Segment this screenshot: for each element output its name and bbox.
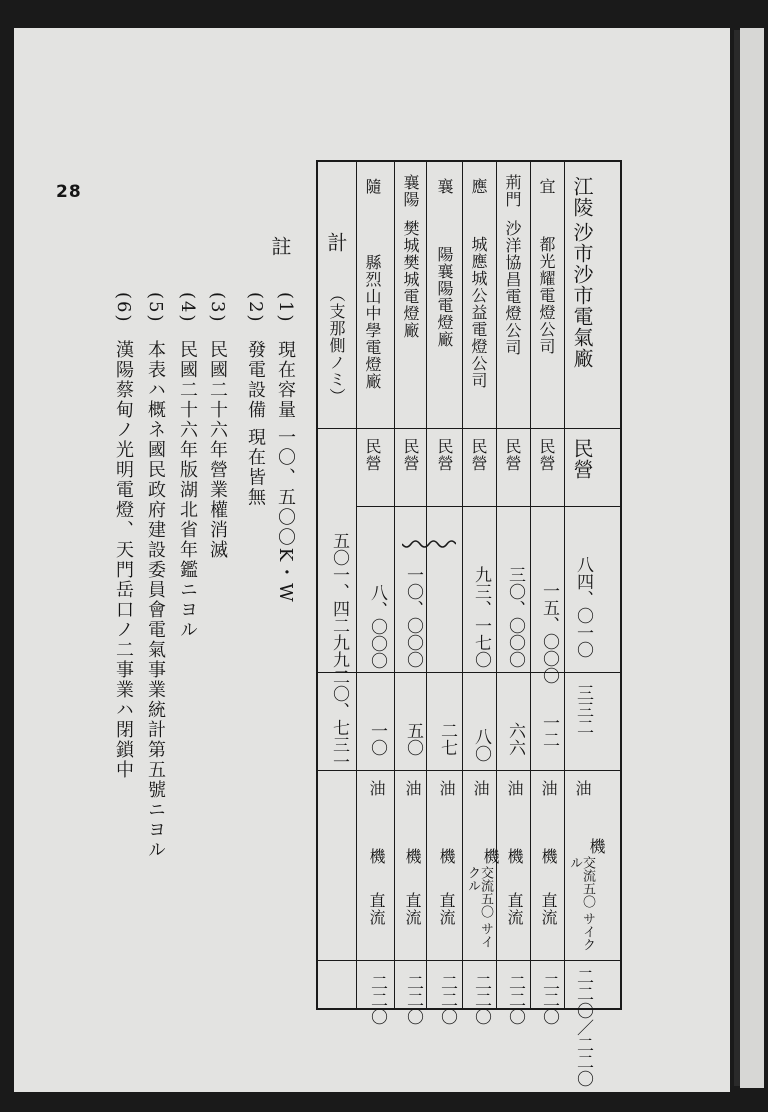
- row-6-engine: 機: [403, 848, 422, 865]
- row-4-name: 城應城公益電燈公司: [469, 236, 488, 389]
- row-4-current: 交流五〇 サイクル: [465, 866, 493, 949]
- row-3-engine: 機: [505, 848, 524, 865]
- electric-utilities-table: [316, 160, 622, 1087]
- row-7-type: 民營: [363, 438, 382, 472]
- note-5-number: (5): [145, 292, 166, 324]
- row-5-voltage: 二二〇: [437, 974, 457, 1025]
- row-1-fuel: 油: [573, 780, 592, 797]
- row-4-fuel: 油: [471, 780, 490, 797]
- note-1-number: (1): [275, 292, 296, 324]
- row-3-fuel: 油: [505, 780, 524, 797]
- field-divider: [318, 770, 620, 771]
- row-4-voltage: 二二〇: [471, 974, 491, 1025]
- row-2-type: 民營: [537, 438, 556, 472]
- row-2-engine: 機: [539, 848, 558, 865]
- row-1-current: 交流五〇 サイクル: [567, 856, 595, 952]
- row-3-type: 民營: [503, 438, 522, 472]
- row-3-voltage: 二二〇: [505, 974, 525, 1025]
- row-5-current: 直流: [437, 892, 456, 926]
- total-capital: 五〇一、四二九九: [329, 532, 349, 668]
- row-2-voltage: 二二〇: [539, 974, 559, 1025]
- row-2-county: 宜: [537, 178, 556, 195]
- row-3-current: 直流: [505, 892, 524, 926]
- row-1-voltage: 二二〇／二二〇: [573, 968, 593, 1087]
- total-label: 計: [324, 232, 348, 253]
- note-4-number: (4): [177, 292, 198, 324]
- row-divider: [426, 162, 427, 1008]
- row-7-engine: 機: [367, 848, 386, 865]
- page-number: 28: [56, 182, 82, 202]
- row-3-name: 沙洋協昌電燈公司: [503, 220, 522, 356]
- row-6-name: 樊城樊城電燈廠: [401, 220, 420, 339]
- row-6-capacity: 五〇: [403, 722, 423, 756]
- row-4-capital: 九三、一七〇: [471, 566, 491, 668]
- row-7-voltage: 二二〇: [367, 974, 387, 1025]
- field-divider: [318, 672, 620, 673]
- note-2-number: (2): [245, 292, 266, 324]
- row-6-fuel: 油: [403, 780, 422, 797]
- adjacent-page-edge: [740, 28, 764, 1088]
- row-divider: [530, 162, 531, 1008]
- row-6-current: 直流: [403, 892, 422, 926]
- row-4-engine: 機: [481, 848, 500, 865]
- field-divider: [318, 428, 620, 429]
- row-6-capital: 一〇、〇〇〇: [403, 566, 423, 668]
- row-6-voltage: 二二〇: [403, 974, 423, 1025]
- row-1-type: 民營: [570, 438, 594, 480]
- row-divider: [496, 162, 497, 1008]
- row-5-type: 民營: [435, 438, 454, 472]
- row-6-county: 襄陽: [401, 174, 420, 208]
- row-1-engine: 機: [587, 838, 606, 855]
- note-2-text: 發電設備 現在皆無: [245, 340, 266, 508]
- row-2-capital: 一五、〇〇〇: [539, 582, 559, 684]
- row-7-name: 縣烈山中學電燈廠: [363, 254, 382, 390]
- total-note: （支那側ノミ）: [327, 286, 346, 405]
- field-divider: [318, 960, 620, 961]
- notes-title: 註: [268, 236, 292, 260]
- row-divider: [462, 162, 463, 1008]
- row-2-capacity: 一二: [539, 714, 559, 748]
- row-4-type: 民營: [469, 438, 488, 472]
- row-divider: [356, 162, 357, 1008]
- row-divider: [564, 162, 565, 1008]
- note-6-text: 漢陽蔡甸ノ光明電燈、天門岳口ノ二事業ハ閉鎖中: [113, 340, 134, 780]
- row-2-fuel: 油: [539, 780, 558, 797]
- row-3-county: 荊門: [503, 174, 522, 208]
- row-4-capacity: 八〇: [471, 728, 491, 762]
- row-1-capacity: 三三二: [573, 684, 593, 735]
- note-3-number: (3): [207, 292, 228, 324]
- row-4-county: 應: [469, 178, 488, 195]
- row-5-engine: 機: [437, 848, 456, 865]
- note-5-text: 本表ハ概ネ國民政府建設委員會電氣事業統計第五號ニヨル: [145, 340, 166, 860]
- row-3-capital: 三〇、〇〇〇: [505, 566, 525, 668]
- note-1-text: 現在容量 一〇、五〇〇K・W: [275, 340, 296, 604]
- row-7-current: 直流: [367, 892, 386, 926]
- row-5-county: 襄: [435, 178, 454, 195]
- row-7-capital: 八、〇〇〇: [367, 584, 387, 669]
- row-1-county: 江陵: [570, 176, 594, 218]
- row-divider: [394, 162, 395, 1008]
- row-5-capacity: 二七: [437, 722, 457, 756]
- row-7-fuel: 油: [367, 780, 386, 797]
- note-3-text: 民國二十六年營業權消滅: [207, 340, 228, 560]
- row-7-county: 隨: [363, 178, 382, 195]
- row-5-fuel: 油: [437, 780, 456, 797]
- row-5-name: 陽襄陽電燈廠: [435, 246, 454, 348]
- note-4-text: 民國二十六年版湖北省年鑑ニヨル: [177, 340, 198, 640]
- row-7-capacity: 一〇: [367, 722, 387, 756]
- row-2-name: 都光耀電燈公司: [537, 236, 556, 355]
- total-capacity: 二〇、七三一: [329, 668, 349, 770]
- row-3-capacity: 六六: [505, 722, 525, 756]
- row-1-capital: 八四、〇一〇: [573, 556, 593, 658]
- row-2-current: 直流: [539, 892, 558, 926]
- row-6-type: 民營: [401, 438, 420, 472]
- note-6-number: (6): [113, 292, 134, 324]
- ditto-wave-mark: [402, 540, 456, 552]
- row-1-name: 沙市沙市電氣廠: [570, 222, 594, 369]
- field-divider: [356, 506, 620, 507]
